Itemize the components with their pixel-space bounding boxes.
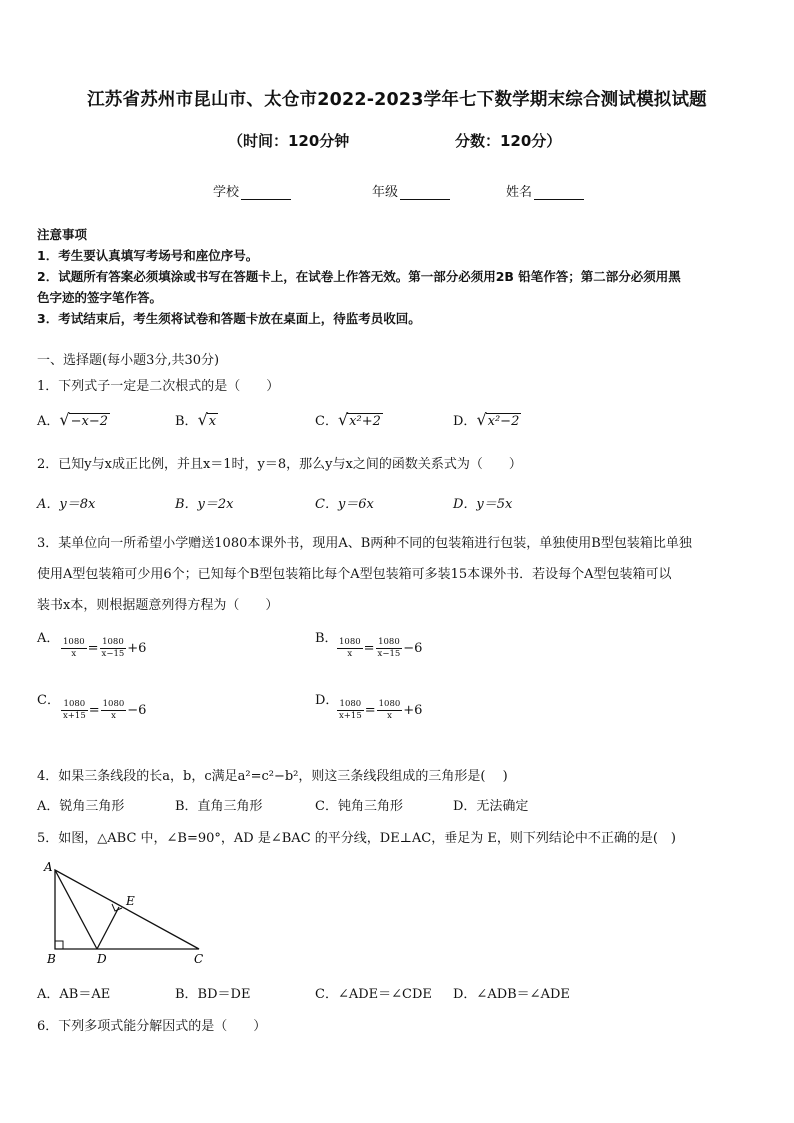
q5-figure [36, 855, 216, 970]
q3-option-d-label[interactable]: D． [315, 693, 339, 708]
notes-heading: 注意事项 [37, 227, 88, 242]
q4-option-b[interactable]: B．直角三角形 [175, 799, 263, 814]
note-2: 2．试题所有答案必须填涂或书写在答题卡上，在试卷上作答无效。第一部分必须用2B 铅笔作答；第二部分必须用黑 [37, 269, 681, 284]
q4-option-c[interactable]: C．钝角三角形 [315, 799, 403, 814]
grade-label: 年级 [372, 185, 399, 200]
q4-stem: 4．如果三条线段的长a，b，c满足a²=c²−b²，则这三条线段组成的三角形是( ) [37, 769, 508, 784]
q2-option-a[interactable]: A．y＝8x [37, 497, 96, 512]
q3-option-b-label[interactable]: B． [315, 631, 338, 646]
note-2-cont: 色字迹的签字笔作答。 [37, 290, 163, 305]
section-heading: 一、选择题(每小题3分,共30分) [37, 353, 220, 368]
q3-stem-line1: 3．某单位向一所希望小学赠送1080本课外书，现用A、B两种不同的包装箱进行包装，单独使用B型包装箱比单独 [37, 536, 692, 551]
name-field[interactable] [506, 181, 584, 200]
segment-de [97, 907, 119, 949]
label-d: D [97, 952, 107, 966]
q3-option-b[interactable]: $\frac{1080}{x}$ = $\frac{1080}{x-15}$ −6 [339, 637, 423, 659]
q3-option-c-label[interactable]: C． [37, 693, 60, 708]
q2-option-c[interactable]: C．y＝6x [315, 497, 374, 512]
right-angle-e [112, 904, 122, 911]
q2-option-b[interactable]: B．y＝2x [175, 497, 234, 512]
right-angle-b [55, 941, 63, 949]
q3-option-c[interactable]: $\frac{1080}{x+15}$ = $\frac{1080}{x}$ −6 [63, 699, 147, 721]
exam-time: （时间：120分钟 [228, 132, 350, 150]
label-e: E [126, 894, 135, 908]
q3-option-d[interactable]: $\frac{1080}{x+15}$ = $\frac{1080}{x}$ +6 [339, 699, 423, 721]
label-a: A [44, 860, 53, 874]
q5-stem: 5．如图，△ABC 中，∠B=90°，AD 是∠BAC 的平分线，DE⊥AC，垂足为 E，则下列结论中不正确的是( ) [37, 831, 677, 846]
q4-option-d[interactable]: D．无法确定 [453, 799, 529, 814]
exam-score: 分数：120分） [455, 132, 562, 150]
q1-option-c[interactable]: C．√x²+2 [315, 410, 381, 429]
page-title: 江苏省苏州市昆山市、太仓市2022-2023学年七下数学期末综合测试模拟试题 [87, 90, 707, 110]
q3-stem-line2: 使用A型包装箱可少用6个；已知每个B型包装箱比每个A型包装箱可多装15本课外书．若设每个A型包装箱可以 [37, 567, 672, 582]
name-label: 姓名 [506, 185, 533, 200]
q3-stem-line3: 装书x本，则根据题意列得方程为（ ） [37, 598, 279, 613]
school-field[interactable] [213, 181, 291, 200]
q4-option-a[interactable]: A．锐角三角形 [37, 799, 125, 814]
q1-option-d[interactable]: D．√x²−2 [453, 410, 520, 429]
q2-stem: 2．已知y与x成正比例，并且x＝1时，y＝8，那么y与x之间的函数关系式为（ ） [37, 457, 522, 472]
q5-option-a[interactable]: A．AB＝AE [37, 987, 111, 1002]
note-3: 3．考试结束后，考生须将试卷和答题卡放在桌面上，待监考员收回。 [37, 311, 421, 326]
q5-option-d[interactable]: D．∠ADB＝∠ADE [453, 987, 570, 1002]
q3-option-a[interactable]: $\frac{1080}{x}$ = $\frac{1080}{x-15}$ +6 [63, 637, 147, 659]
q5-option-b[interactable]: B．BD＝DE [175, 987, 251, 1002]
q1-stem: 1．下列式子一定是二次根式的是（ ） [37, 379, 280, 394]
q1-option-a[interactable]: A．√−x−2 [37, 410, 108, 429]
q2-option-d[interactable]: D．y＝5x [453, 497, 513, 512]
school-label: 学校 [213, 185, 240, 200]
q6-stem: 6．下列多项式能分解因式的是（ ） [37, 1019, 267, 1034]
grade-field[interactable] [372, 181, 450, 200]
q5-option-c[interactable]: C．∠ADE＝∠CDE [315, 987, 432, 1002]
label-b: B [47, 952, 56, 966]
note-1: 1．考生要认真填写考场号和座位序号。 [37, 248, 259, 263]
q3-option-a-label[interactable]: A． [37, 631, 60, 646]
label-c: C [194, 952, 204, 966]
q1-option-b[interactable]: B．√x [175, 410, 217, 429]
